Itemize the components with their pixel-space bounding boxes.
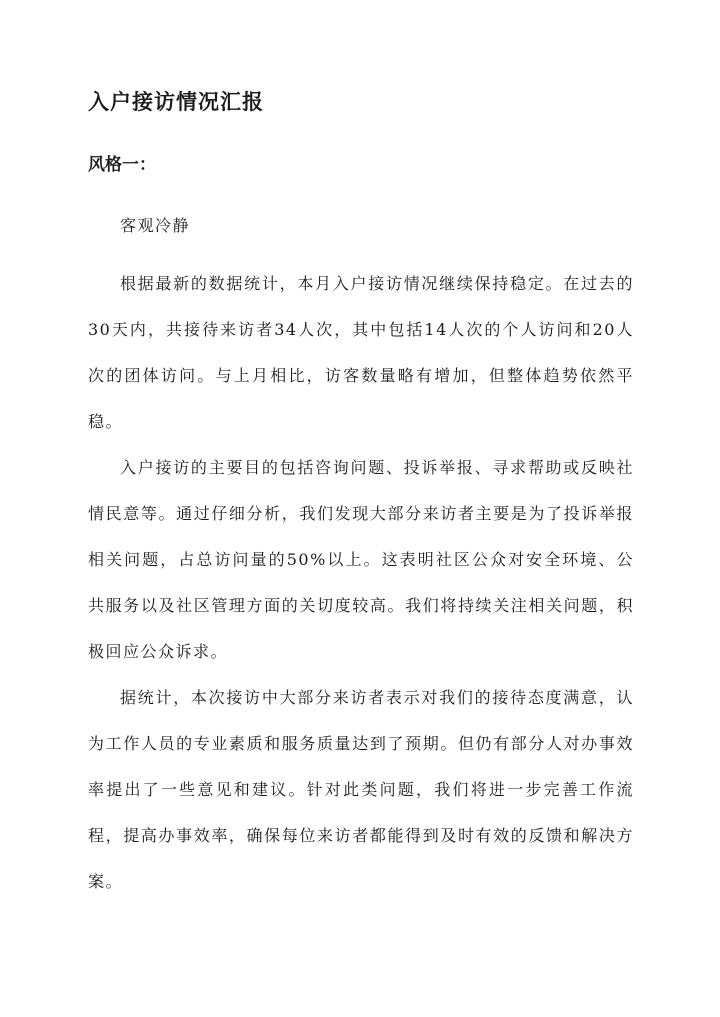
section-heading: 风格一： — [88, 155, 156, 175]
paragraph-purpose: 入户接访的主要目的包括咨询问题、投诉举报、寻求帮助或反映社情民意等。通过仔细分析，我们发现大部分来访者主要是为了投诉举报相关问题，占总访问量的50%以上。这表明社区公众对安全环境、公共服务以及社区管理方面的关切度较高。我们将持续关注相关问题，积极回应公众诉求。 — [88, 458, 634, 661]
document-title: 入户接访情况汇报 — [88, 89, 264, 114]
paragraph-feedback: 据统计，本次接访中大部分来访者表示对我们的接待态度满意，认为工作人员的专业素质和服务质量达到了预期。但仍有部分人对办事效率提出了一些意见和建议。针对此类问题，我们将进一步完善工作流程，提高办事效率，确保每位来访者都能得到及时有效的反馈和解决方案。 — [88, 688, 634, 891]
paragraph-statistics: 根据最新的数据统计，本月入户接访情况继续保持稳定。在过去的30天内，共接待来访者34人次，其中包括14人次的个人访问和20人次的团体访问。与上月相比，访客数量略有增加，但整体趋势依然平稳。 — [88, 274, 634, 431]
style-name: 客观冷静 — [120, 216, 191, 235]
